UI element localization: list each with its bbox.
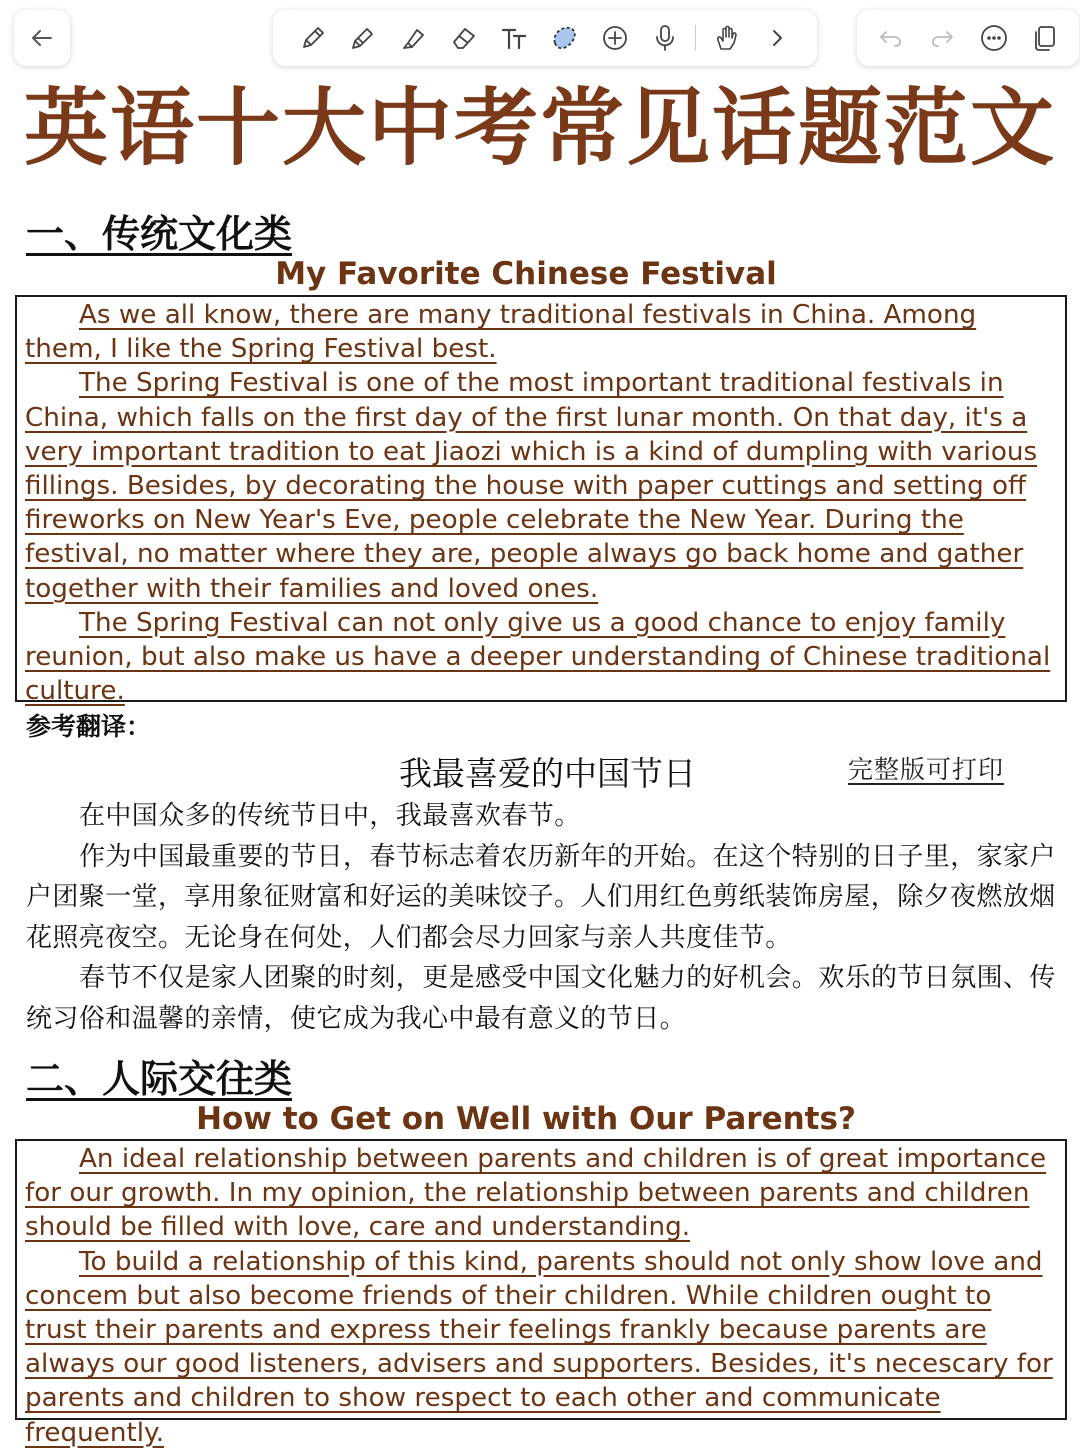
pen-icon (298, 23, 328, 53)
document-title: 英语十大中考常见话题范文 (23, 79, 1056, 177)
add-circle-icon (600, 23, 630, 53)
essay-box-parents (15, 1139, 1067, 1448)
pencil-tool-button[interactable] (343, 18, 383, 58)
printable-note: 完整版可打印 (848, 755, 1005, 784)
more-options-button[interactable] (974, 18, 1014, 58)
section-heading-interpersonal: 二、人际交往类 (26, 1057, 293, 1101)
redo-button[interactable] (922, 18, 962, 58)
drawing-toolbar (273, 10, 817, 66)
text-tool-button[interactable] (494, 18, 534, 58)
hand-gesture-icon (712, 23, 742, 53)
arrow-left-icon (27, 23, 57, 53)
essay-paragraph: As we all know, there are many traditional festivals in China. Among them, I like the Spring Festival best. (25, 300, 977, 365)
microphone-icon (650, 23, 680, 53)
essay-paragraph: The Spring Festival is one of the most important traditional festivals in China, which falls on the first day of the first lunar month. On that day, it's a very important tradition to eat Jiaozi which is a kind of dumpling with various fillings. Besides, by decorating the house with paper cuttings and setting off fireworks on New Year's Eve, people celebrate the New Year. During the festival, no matter where they are, people always go back home and gather together with their families and loved ones. (25, 368, 1038, 604)
text-tool-icon (499, 23, 529, 53)
translation-label: 参考翻译： (26, 712, 152, 741)
back-button[interactable] (22, 18, 62, 58)
undo-button[interactable] (871, 18, 911, 58)
pages-button[interactable] (1025, 18, 1065, 58)
essay-title-parents: How to Get on Well with Our Parents? (196, 1101, 856, 1137)
eraser-tool-button[interactable] (444, 18, 484, 58)
highlighter-icon (399, 23, 429, 53)
lasso-icon (549, 23, 579, 53)
essay-box-festival (15, 295, 1067, 707)
essay-title-festival: My Favorite Chinese Festival (275, 256, 777, 292)
hand-tool-button[interactable] (707, 18, 747, 58)
section-heading-traditional-culture: 一、传统文化类 (26, 212, 293, 256)
essay-paragraph: To build a relationship of this kind, parents should not only show love and concem but also become friends of their children. While children ought to trust their parents and express their feelings frankly because parents are always our good listeners, advisers and supporters. Besides, it's necescary for parents and children to show respect to each other and communicate frequently. (25, 1246, 1053, 1448)
lasso-tool-button[interactable] (544, 18, 584, 58)
essay-paragraph: An ideal relationship between parents and children is of great importance for our growth. In my opinion, the relationship between parents and children should be filled with love, care and understanding. (25, 1144, 1047, 1243)
add-element-button[interactable] (595, 18, 635, 58)
pages-icon (1030, 23, 1060, 53)
translation-body (26, 796, 1056, 1039)
undo-icon (876, 23, 906, 53)
translation-paragraph: 作为中国最重要的节日，春节标志着农历新年的开始。在这个特别的日子里，家家户户团聚一堂，享用象征财富和好运的美味饺子。人们用红色剪纸装饰房屋，除夕夜燃放烟花照亮夜空。无论身在何处，人们都会尽力回家与亲人共度佳节。 (26, 841, 1056, 953)
translation-title: 我最喜爱的中国节日 (399, 754, 696, 793)
highlighter-tool-button[interactable] (394, 18, 434, 58)
essay-paragraph: The Spring Festival can not only give us a good chance to enjoy family reunion, but also make us have a deeper understanding of Chinese traditional culture. (25, 607, 1051, 707)
back-button-group (14, 10, 70, 66)
toolbar-divider (695, 25, 696, 51)
chevron-right-icon (762, 23, 792, 53)
redo-icon (927, 23, 957, 53)
more-tools-button[interactable] (757, 18, 797, 58)
pen-tool-button[interactable] (293, 18, 333, 58)
translation-paragraph: 在中国众多的传统节日中，我最喜欢春节。 (79, 801, 581, 831)
translation-paragraph: 春节不仅是家人团聚的时刻，更是感受中国文化魅力的好机会。欢乐的节日氛围、传统习俗和温馨的亲情，使它成为我心中最有意义的节日。 (26, 963, 1056, 1034)
record-audio-button[interactable] (645, 18, 685, 58)
pencil-icon (348, 23, 378, 53)
eraser-icon (449, 23, 479, 53)
document-actions (857, 10, 1079, 66)
more-icon (979, 23, 1009, 53)
